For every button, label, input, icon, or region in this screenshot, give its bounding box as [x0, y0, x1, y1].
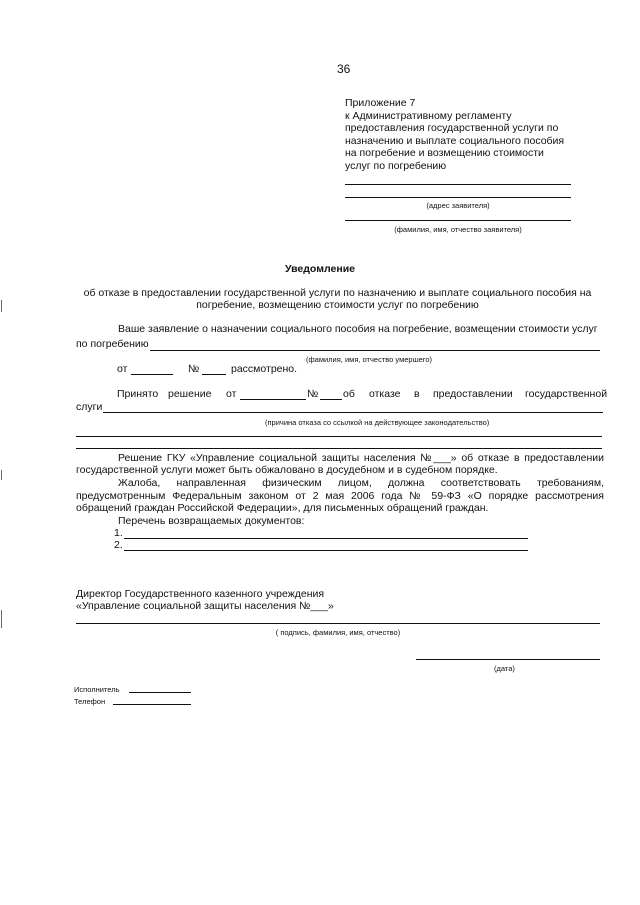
- decision-word: от: [226, 388, 237, 400]
- phone-line[interactable]: [113, 704, 191, 705]
- appeal-paragraph: Решение ГКУ «Управление социальной защиты населения №___» об отказе в предоставлении: [118, 452, 604, 464]
- document-item-number: 2.: [114, 539, 123, 551]
- director-institution: «Управление социальной защиты населения №___»: [76, 600, 334, 612]
- from-label: от: [117, 363, 128, 375]
- scan-edge-mark: [1, 300, 2, 312]
- appendix-line: предоставления государственной услуги по: [345, 122, 559, 134]
- paragraph-application: Ваше заявление о назначении социального пособия на погребение, возмещении стоимости услуг: [118, 323, 598, 335]
- applicant-name-line[interactable]: [345, 220, 571, 221]
- phone-label: Телефон: [74, 697, 106, 706]
- notice-subtitle-line-2: погребение, возмещению стоимости услуг по погребению: [196, 299, 479, 311]
- executor-label: Исполнитель: [74, 685, 120, 694]
- document-item-number: 1.: [114, 527, 123, 539]
- document-item-line[interactable]: [124, 538, 528, 539]
- decision-word: об: [343, 388, 355, 400]
- date-caption: (дата): [494, 664, 515, 673]
- services-prefix: слуги: [76, 401, 103, 413]
- documents-list-title: Перечень возвращаемых документов:: [118, 515, 305, 527]
- notice-title: Уведомление: [284, 263, 355, 275]
- appendix-line: услуг по погребению: [345, 159, 447, 172]
- decision-word: в: [414, 388, 420, 400]
- scan-edge-mark: [1, 470, 2, 480]
- decision-word: Принято: [117, 388, 159, 400]
- deceased-caption: (фамилия, имя, отчество умершего): [306, 355, 433, 364]
- appendix-line: Приложение 7: [345, 97, 416, 109]
- appendix-block: [345, 97, 564, 172]
- considered-label: рассмотрено.: [231, 363, 298, 375]
- notice-subtitle-line-1: об отказе в предоставлении государственной услуги по назначению и выплате социального пособия на: [83, 287, 592, 299]
- number-sign: №: [188, 363, 200, 375]
- signature-line[interactable]: [76, 623, 600, 624]
- document-item-line[interactable]: [124, 550, 528, 551]
- application-date-line[interactable]: [131, 374, 173, 375]
- complaint-paragraph-end: обращений граждан Российской Федерации», для письменных обращений граждан.: [76, 502, 489, 514]
- reason-caption: (причина отказа со ссылкой на действующее законодательство): [265, 418, 490, 427]
- applicant-address-line-2[interactable]: [345, 197, 571, 198]
- deceased-name-line[interactable]: [150, 350, 600, 351]
- address-caption: (адрес заявителя): [426, 201, 490, 210]
- applicant-address-line[interactable]: [345, 184, 571, 185]
- complaint-paragraph-cont: предусмотренным Федеральным законом от 2 мая 2006 года № 59-ФЗ «О порядке рассмотрения: [76, 490, 604, 502]
- appeal-paragraph-cont: государственной услуги может быть обжаловано в досудебном и в судебном порядке.: [76, 464, 498, 476]
- signature-caption: ( подпись, фамилия, имя, отчество): [275, 628, 401, 637]
- complaint-paragraph: Жалоба, направленная физическим лицом, должна соответствовать требованиям,: [118, 477, 604, 489]
- decision-number-line[interactable]: [320, 399, 342, 400]
- refusal-reason-line-2[interactable]: [76, 436, 602, 437]
- appendix-line: назначению и выплате социального пособия: [345, 134, 565, 147]
- decision-word: предоставлении: [433, 388, 513, 400]
- decision-date-line[interactable]: [240, 399, 306, 400]
- appendix-line: на погребение и возмещению стоимости: [345, 147, 544, 159]
- appendix-line: к Административному регламенту: [345, 109, 512, 122]
- refusal-reason-line[interactable]: [103, 412, 603, 413]
- decision-word: отказе: [369, 388, 401, 400]
- decision-word: решение: [168, 388, 212, 400]
- refusal-reason-line-3[interactable]: [76, 448, 602, 449]
- director-title: Директор Государственного казенного учреждения: [76, 588, 325, 600]
- date-line[interactable]: [416, 659, 600, 660]
- application-number-line[interactable]: [202, 374, 226, 375]
- page-number: 36: [337, 62, 351, 76]
- paragraph-application-cont: по погребению: [76, 338, 149, 350]
- decision-word: №: [307, 388, 319, 400]
- scan-edge-mark: [1, 610, 2, 628]
- decision-word: государственной: [525, 388, 608, 400]
- executor-line[interactable]: [129, 692, 191, 693]
- applicant-name-caption: (фамилия, имя, отчество заявителя): [394, 225, 522, 234]
